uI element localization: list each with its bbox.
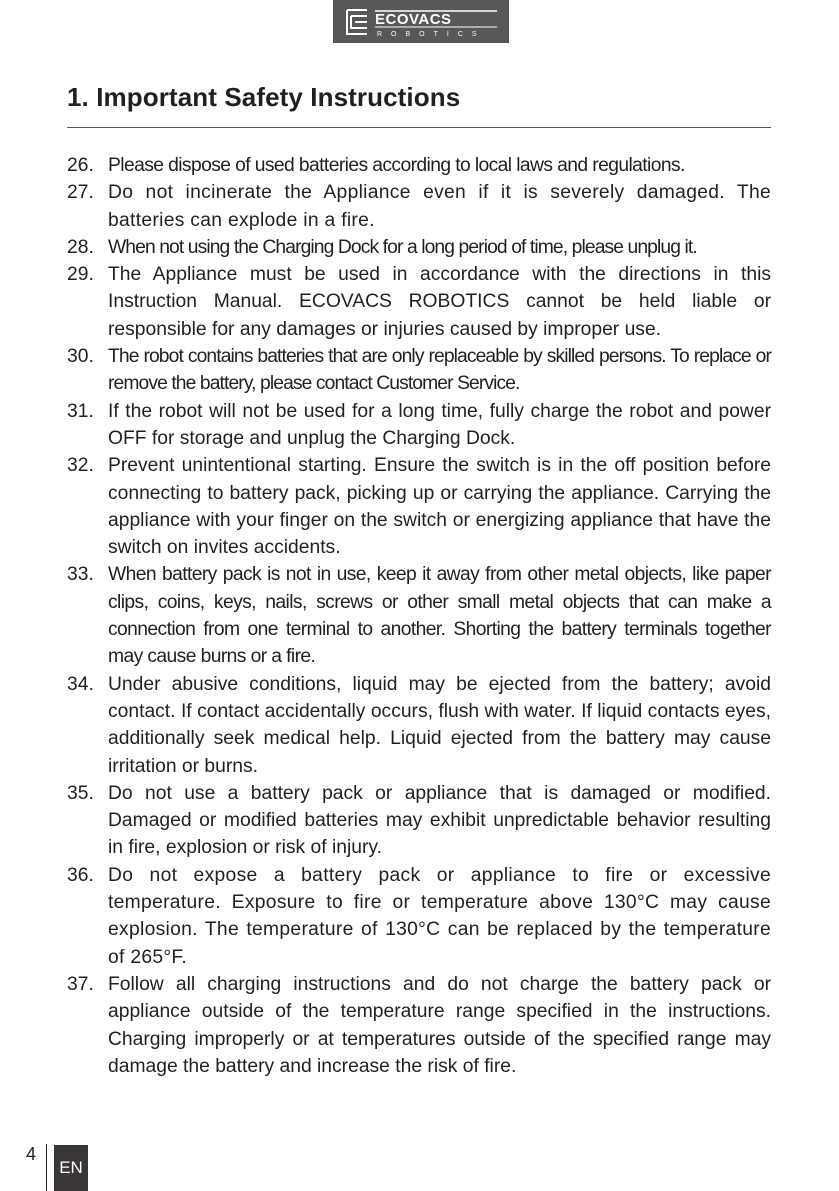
item-number: 26. (67, 155, 94, 176)
item-text: If the robot will not be used for a long time, fully charge the robot and power OFF for storage and unplug the Charging Dock. (108, 400, 771, 449)
list-item (67, 343, 771, 398)
item-number: 31. (67, 400, 94, 422)
item-text: The Appliance must be used in accordance with the directions in this Instruction Manual. ECOVACS ROBOTICS cannot be held liable or responsible for any damages or injuries caused by improper use. (108, 264, 771, 340)
footer-divider (46, 1144, 47, 1191)
item-number: 28. (67, 236, 94, 258)
item-text: Do not incinerate the Appliance even if it is severely damaged. The batteries can explode in a fire. (108, 182, 771, 231)
item-number: 37. (67, 973, 94, 995)
list-item (67, 862, 771, 971)
safety-instructions-list (67, 152, 771, 1080)
svg-text:ECOVACS: ECOVACS (375, 10, 452, 28)
item-text: Do not use a battery pack or appliance that is damaged or modified. Damaged or modified batteries may exhibit unpredictable behavior resulting in fire, explosion or risk of injury. (108, 782, 771, 859)
item-number: 33. (67, 564, 94, 586)
ecovacs-logo (333, 0, 509, 43)
list-item (67, 561, 771, 670)
item-text: Under abusive conditions, liquid may be ejected from the battery; avoid contact. If contact accidentally occurs, flush with water. If liquid contacts eyes, additionally seek medical help. Liquid ejected from the battery may cause irritation or burns. (108, 673, 771, 777)
list-item (67, 671, 771, 780)
item-number: 29. (67, 264, 94, 286)
list-item (67, 780, 771, 862)
title-divider (67, 127, 771, 128)
svg-text:ROBOTICS: ROBOTICS (377, 30, 486, 38)
list-item (67, 971, 771, 1080)
item-number: 32. (67, 455, 94, 477)
page-number: 4 (26, 1144, 37, 1164)
item-number: 30. (67, 346, 94, 368)
item-text: When not using the Charging Dock for a long period of time, please unplug it. (108, 236, 697, 258)
list-item (67, 398, 771, 453)
list-item (67, 152, 771, 179)
item-number: 27. (67, 182, 94, 204)
item-number: 34. (67, 673, 94, 695)
list-item (67, 179, 771, 234)
item-text: When battery pack is not in use, keep it away from other metal objects, like paper clips, coins, keys, nails, screws or other small metal objects that can make a connection from one terminal to another. Shorting the battery terminals together may cause burns or a fire. (108, 564, 771, 668)
list-item (67, 452, 771, 561)
item-number: 36. (67, 864, 94, 886)
item-text: Please dispose of used batteries according to local laws and regulations. (108, 155, 685, 176)
language-tab: EN (54, 1145, 88, 1191)
item-number: 35. (67, 782, 94, 804)
item-text: Prevent unintentional starting. Ensure the switch is in the off position before connecting to battery pack, picking up or carrying the appliance. Carrying the appliance with your finger on the switch or energizing appliance that have the switch on invites accidents. (108, 455, 771, 559)
item-text: The robot contains batteries that are only replaceable by skilled persons. To replace or remove the battery, please contact Customer Service. (108, 346, 771, 395)
page-title: 1. Important Safety Instructions (67, 82, 461, 112)
item-text: Do not expose a battery pack or appliance to fire or excessive temperature. Exposure to fire or temperature above 130°C may cause explosion. The temperature of 130°C can be replaced by the temperature of 265°F. (108, 864, 771, 968)
item-text: Follow all charging instructions and do not charge the battery pack or appliance outside of the temperature range specified in the instructions. Charging improperly or at temperatures outside of the specified range may damage the battery and increase the risk of fire. (108, 973, 771, 1077)
list-item (67, 234, 771, 261)
list-item (67, 261, 771, 343)
ecovacs-logo-icon (341, 5, 501, 39)
